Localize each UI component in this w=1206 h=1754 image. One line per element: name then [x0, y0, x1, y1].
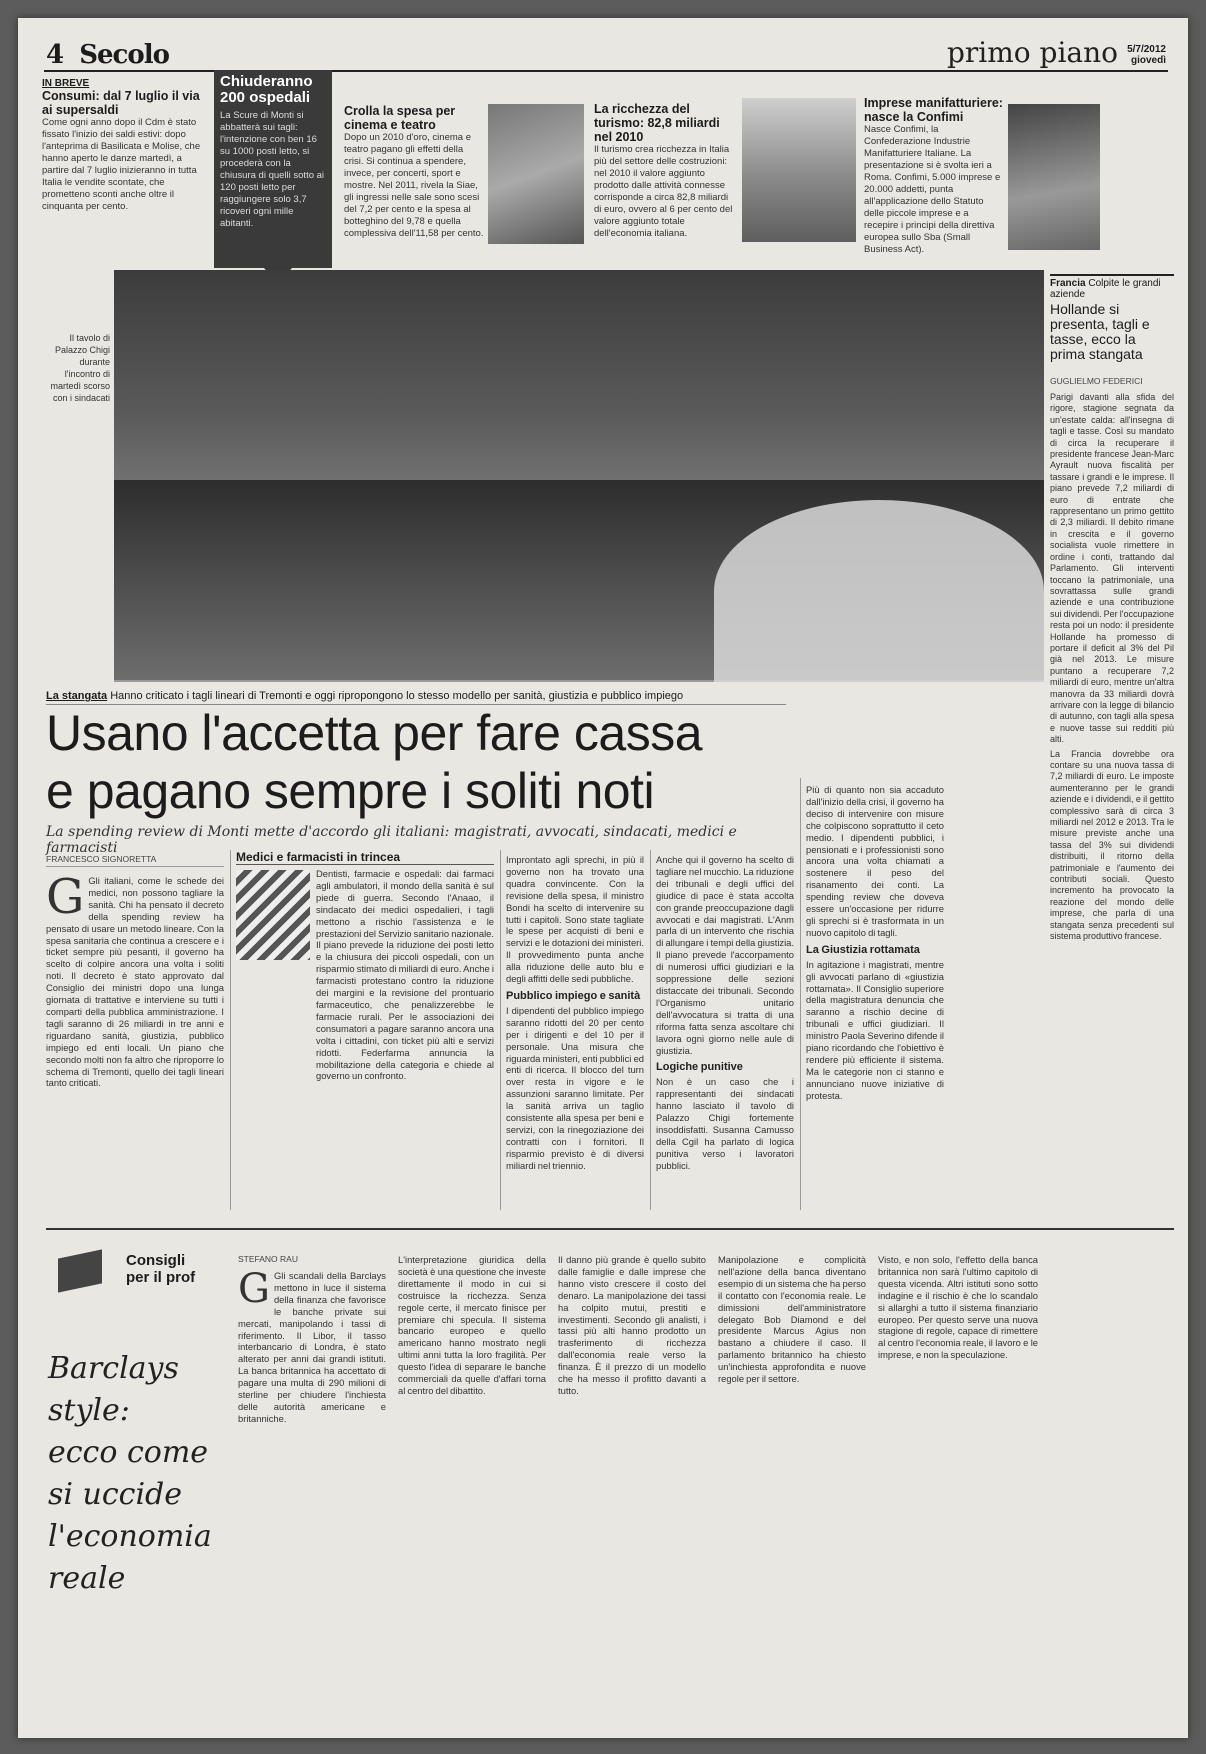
brief-turismo-text: Il turismo crea ricchezza in Italia più del settore delle costruzioni: nel 2010 il valore aggiunto prodotto dalle attività connesse corrisponde a circa 82,8 miliardi di euro, ovvero al 6 per cento del valore aggiunto totale dell'economia italiana. [594, 144, 733, 239]
bottom-col-5: Visto, e non solo, l'effetto della banca britannica non sarà l'ultimo capitolo di questa vicenda. Altri istituti sono sotto indagine e il rischio è che lo scandalo si allarghi a tutto il sistema finanziario europeo. Per questo serve una nuova stagione di regole, capace di rimettere al centro l'economia reale, il lavoro e le imprese, e non la speculazione. [878, 1254, 1038, 1361]
subhead-giustizia: La Giustizia rottamata [806, 943, 920, 956]
subhead-logiche: Logiche punitive [656, 1061, 743, 1074]
money-icon [58, 1249, 102, 1292]
france-kicker: Francia Colpite le grandi aziende [1050, 274, 1174, 300]
france-author: GUGLIELMO FEDERICI [1050, 376, 1143, 386]
bottom-headline: Barclays style: ecco come si uccide l'economia reale [48, 1351, 212, 1596]
bottom-section-title: Consigli per il prof [126, 1252, 196, 1286]
brief-cinema [344, 104, 484, 240]
main-photo [114, 270, 1044, 682]
france-title: Hollande si presenta, tagli e tasse, ecco la prima stangata [1050, 301, 1150, 362]
page-number: 4 Secolo [46, 40, 169, 70]
main-headline: Usano l'accetta per fare cassa e pagano sempre i soliti noti [46, 705, 702, 819]
brief-text: Come ogni anno dopo il Cdm è stato fissato l'inizio dei saldi estivi: dopo l'anteprima di Basilicata e Molise, che hanno aperto le danze martedì, a partire dal 7 luglio inizieranno in tutta Italia le vendite scontate, che prometteno sconti anche oltre il cinquanta per cento. [42, 117, 201, 212]
main-subtitle: La spending review di Monti mette d'accordo gli italiani: magistrati, avvocati, sindacati, medici e farmacisti [46, 824, 737, 856]
france-text: Parigi davanti alla sfida del rigore, stagione segnata da un'estate calda: all'insegna di tagli e tasse. Così su mandato di circa la recuperare il presidente francese Jean-Marc Ayrault nuova fiscalità per tassare i grandi e le imprese. Il piano prevede 7,2 miliardi di euro di entrate che rappresentano un primo gettito di 2,3 miliardi. Il debito rimane in crescita e il governo socialista vuole rimettere in ordine i conti, trattando dal Parlamento. Gli interventi toccano la patrimoniale, una sovrattassa sulle grandi aziende e una contribuzione sui dividendi. Per l'occupazione resta poi un nodo: il presidente Hollande ha promesso di portare il deficit al 3% del Pil già nel 2013. Le misure puntano a recuperare 7,2 miliardi di euro, mentre un'altra manovra da 33 miliardi dovrà arrivare con la legge di bilancio di autunno, con tagli alla spesa e nuove tasse sui redditi più alti. La Francia dovrebbe ora contare su una nuova tassa di 7,2 miliardi di euro. Le imposte aumenteranno per le grandi aziende e i dividendi, e il gettito complessivo sarà di circa 3 miliardi nel 2012 e 2013. Tra le misure previste anche una tassa del 3% sui dividendi distribuiti, il ritorno della patrimoniale e l'aumento dei contributi sociali. Questo incremento ha provocato la reazione del mondo delle imprese, che parla di una stangata senza precedenti sul sistema produttivo francese. [1050, 392, 1174, 942]
main-col-4: Anche qui il governo ha scelto di tagliare nel mucchio. La riduzione dei tribunali e degli uffici del giudice di pace è stata accolta con grande preoccupazione dagli avvocati e dai magistrati. L'Anm parla di un intervento che rischia di allungare i tempi della giustizia. Il piano prevede l'accorpamento di numerosi uffici giudiziari e la soppressione delle sezioni distaccate dei tribunali. Secondo l'Organismo unitario dell'avvocatura si tratta di una riforma fatta senza ascoltare chi lavora ogni giorno nelle aule di giustizia. Logiche punitive Non è un caso che i rappresentanti dei sindacati hanno lasciato il tavolo di Palazzo Chigi fortemente insoddisfatti. Susanna Camusso della Cgil ha parlato di logica punitiva verso i lavoratori pubblici. [656, 854, 794, 1171]
brief-turismo-title: La ricchezza del turismo: 82,8 miliardi nel 2010 [594, 102, 720, 144]
subhead-pubblico: Pubblico impiego e sanità [506, 989, 641, 1002]
main-col-3: Improntato agli sprechi, in più il governo non ha trovato una quadra convincente. Con la revisione della spesa, il ministro Bondi ha scelto di intervenire su tutti i capitoli. Sono state tagliate le spese per acquisti di beni e servizi e le dotazioni dei ministeri. Il provvedimento punta anche alla riduzione delle auto blu e degli affitti delle sedi pubbliche. Pubblico impiego e sanità I dipendenti del pubblico impiego saranno ridotti del 20 per cento per i dirigenti e del 10 per il personale. Una misura che riguarda ministeri, enti pubblici ed enti di ricerca. Il blocco del turn over resta in vigore e le assunzioni saranno limitate. Per la sanità arriva un taglio consistente alla spesa per beni e servizi, con la rinegoziazione dei contratti con i fornitori. Il risparmio previsto è di diversi miliardi nel triennio. [506, 854, 644, 1171]
brief-consumi [42, 78, 202, 213]
bottom-author: STEFANO RAU [238, 1254, 298, 1264]
brief-ospedali-text: La Scure di Monti si abbatterà sui tagli: l'intenzione con ben 16 su 1000 posti letto, si procederà con la chiusura di quelli sotto ai 120 posti letto per raggiungere solo 3,7 ricoveri ogni mille abitanti. [220, 110, 325, 229]
beach-photo [742, 98, 856, 242]
main-col-1: FRANCESCO SIGNORETTA G Gli italiani, come le schede dei medici, non possono tagliare la sanità. Chi ha pensato il decreto della spending review ha pensato di usare un metodo lineare. Con la spesa sanitaria che continua a crescere e i ticket sempre più pesanti, il governo ha scelto di colpire ancora una volta i soliti noti. Il decreto è stato approvato dal Consiglio dei ministri dopo una lunga giornata di trattative e interviene su tutti i comparti della pubblica amministrazione. I tagli saranno di 26 miliardi in tre anni e riguardano sanità, giustizia, pubblico impiego ed enti locali. Un piano che secondo molti non fa altro che riproporre lo schema di Tremonti, quello dei tagli lineari tanto criticati. [46, 854, 224, 1089]
bottom-col-1: STEFANO RAU G Gli scandali della Barclays mettono in luce il sistema della finanza che favorisce le banche private sui mercati, manipolando i tassi di riferimento. Il Libor, il tasso interbancario di Londra, è stato alterato per anni dai grandi istituti. La banca britannica ha accettato di pagare una multa di 290 milioni di sterline per chiudere l'inchiesta delle autorità americane e britanniche. [238, 1254, 386, 1424]
bottom-rule [46, 1228, 1174, 1230]
brief-turismo [594, 102, 736, 240]
brief-ospedali [214, 70, 332, 268]
brief-ospedali-title: Chiuderanno 200 ospedali [220, 73, 313, 106]
main-kicker: La stangata Hanno criticato i tagli lineari di Tremonti e oggi ripropongono lo stesso modello per sanità, giustizia e pubblico impiego [46, 690, 786, 705]
bottom-col-2: L'interpretazione giuridica della società è una questione che investe direttamente il modo in cui si costruisce la ricchezza. Senza regole certe, il mercato finisce per premiare chi specula. Il sistema bancario europeo e quello americano hanno mostrato negli ultimi anni tutta la loro fragilità. Per questo l'idea di separare le banche commerciali da quelle d'affari torna al centro del dibattito. [398, 1254, 546, 1396]
brief-confimi-title: Imprese manifatturiere: nasce la Confimi [864, 96, 1003, 124]
brief-title: Consumi: dal 7 luglio il via ai supersaldi [42, 89, 200, 117]
main-author: FRANCESCO SIGNORETTA [46, 854, 224, 867]
main-col-2: Dentisti, farmacie e ospedali: dai farmaci agli ambulatori, il mondo della sanità è sul piede di guerra. Secondo l'Anaao, il sindacato dei medici ospedalieri, i tagli mettono a rischio l'assistenza e le prestazioni del Servizio sanitario nazionale. Il piano prevede la riduzione dei posti letto e la chiusura dei piccoli ospedali, con un risparmio stimato di miliardi di euro. Anche i farmacisti protestano contro la riduzione dei margini e la revisione del prontuario farmaceutico, che penalizzerebbe le farmacie rurali. Per le associazioni dei consumatori a pagare saranno ancora una volta i cittadini, con ticket più alti e servizi ridotti. Federfarma annuncia la mobilitazione della categoria e chiede al governo un confronto. [316, 868, 494, 1082]
cinema-photo [488, 104, 584, 244]
section-title: primo piano [946, 36, 1118, 69]
brief-cinema-title: Crolla la spesa per cinema e teatro [344, 104, 456, 132]
pharmacy-photo [236, 870, 310, 960]
box-title: Medici e farmacisti in trincea [236, 850, 494, 865]
header-rule [44, 70, 1168, 72]
main-col-5: Più di quanto non sia accaduto dall'inizio della crisi, il governo ha deciso di intervenire con misure che colpiscono soprattutto il ceto medio. I dipendenti pubblici, i pensionati e i professionisti sono ancora una volta chiamati a sostenere il peso del risanamento dei conti. La spending review che doveva essere un'occasione per ridurre gli sprechi si è trasformata in un nuovo capitolo di tagli. La Giustizia rottamata In agitazione i magistrati, mentre gli avvocati parlano di «giustizia rottamata». Il Consiglio superiore della magistratura denuncia che saranno a rischio decine di tribunali e uffici giudiziari. Il ministro Paola Severino difende il piano ricordando che l'obiettivo è rendere più efficiente il sistema. Ma le categorie non ci stanno e annunciano nuove iniziative di protesta. [806, 784, 944, 1101]
photo-caption: Il tavolo di Palazzo Chigi durante l'incontro di martedì scorso con i sindacati [50, 333, 110, 403]
france-article [1050, 274, 1174, 946]
newspaper-page [18, 18, 1188, 1738]
worker-photo [1008, 104, 1100, 250]
brief-confimi [864, 96, 1004, 256]
brief-cinema-text: Dopo un 2010 d'oro, cinema e teatro pagano gli effetti della crisi. Si continua a spendere, invece, per concerti, sport e mostre. Nel 2011, rivela la Siae, gli ingressi nelle sale sono scesi del 7,2 per cento e la spesa al botteghino del 9,78 e quella complessiva dell'11,58 per cento. [344, 132, 484, 239]
bottom-col-4: Manipolazione e complicità nell'azione della banca diventano esempio di un sistema che ha perso il contatto con l'economia reale. Le dimissioni dell'amministratore delegato Bob Diamond e del presidente Marcus Agius non bastano a chiudere il caso. Il parlamento britannico ha chiesto un'inchiesta approfondita e nuove regole per il settore. [718, 1254, 866, 1385]
bottom-col-3: Il danno più grande è quello subito dalle famiglie e dalle imprese che hanno visto crescere il costo del denaro. La manipolazione dei tassi ha colpito mutui, prestiti e investimenti. Secondo gli analisti, i tassi più alti hanno prodotto un trasferimento di ricchezza dall'economia reale verso la finanza. È il prezzo di un modello che ha messo il profitto davanti a tutto. [558, 1254, 706, 1396]
issue-date: 5/7/2012 giovedì [1127, 44, 1166, 66]
brief-kicker: IN BREVE [42, 78, 90, 89]
brief-confimi-text: Nasce Confimi, la Confederazione Industrie Manifatturiere Italiane. La presentazione si è svolta ieri a Roma. Confimi, 5.000 imprese e 20.000 addetti, punta all'applicazione dello Statuto delle piccole imprese e a recepire i principi della direttiva europea sullo Sba (Small Business Act). [864, 124, 1001, 255]
